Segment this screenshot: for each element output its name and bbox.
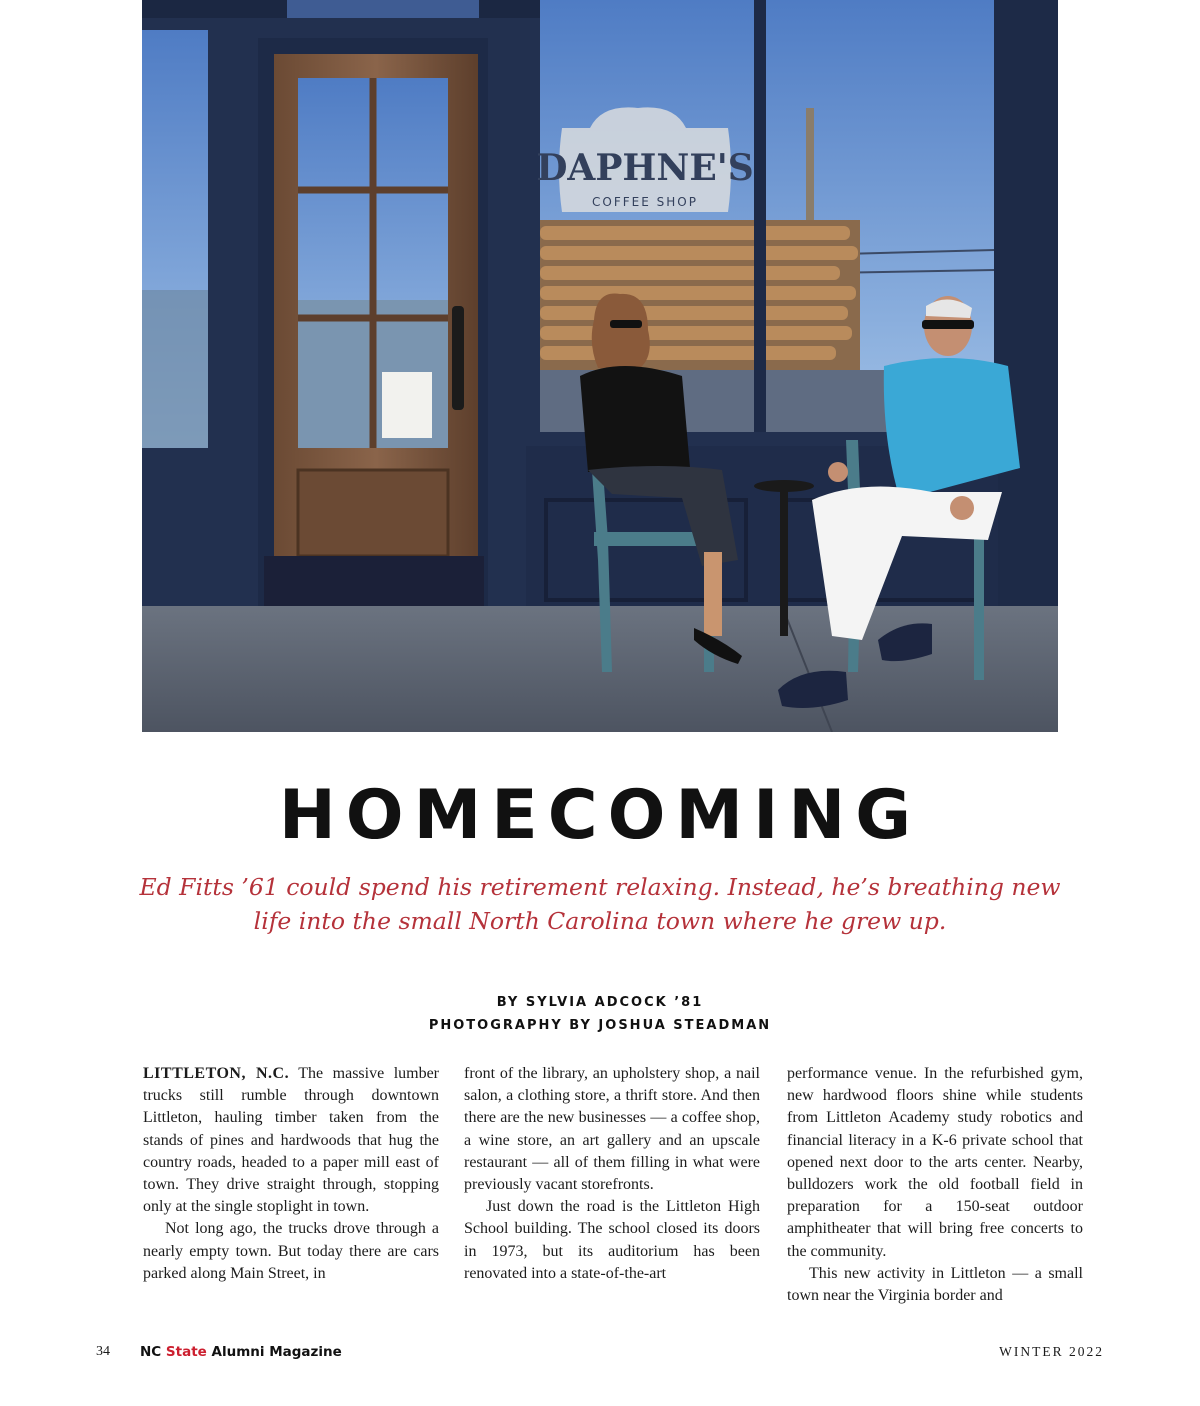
body-column-2 [464,1063,760,1285]
page-number: 34 [96,1344,110,1359]
body-paragraph: performance venue. In the refurbished gym, new hardwood floors shine while students from Littleton Academy study robotics and financial literacy in a K-6 private school that opened next door to the arts center. Nearby, bulldozers work the old football field in preparation for a 150-seat outdoor amphitheater that will bring free concerts to the community. [787,1065,1083,1260]
article-headline: HOMECOMING [278,776,922,855]
magazine-nc: NC [140,1344,162,1360]
sign-title: DAPHNE'S [536,147,754,189]
photo-credit: PHOTOGRAPHY BY JOSHUA STEADMAN [428,1018,772,1033]
body-column-3 [787,1063,1083,1307]
magazine-name [140,1344,342,1360]
body-text: The massive lumber trucks still rumble through downtown Littleton, hauling timber taken from the stands of pines and hardwoods that hug the country roads, headed to a paper mill east of town. They drive straight through, stopping only at the single stoplight in town. [143,1065,440,1216]
body-paragraph: front of the library, an upholstery shop, a nail salon, a clothing store, a thrift store. And then there are the new businesses — a coffee shop, a wine store, an art gallery and an upscale restaurant — all of them filling in what were previously vacant storefronts. [464,1065,760,1194]
magazine-state: State [165,1344,207,1360]
magazine-rest: Alumni Magazine [211,1344,342,1360]
body-paragraph: Not long ago, the trucks drove through a nearly empty town. But today there are cars parked along Main Street, in [143,1220,439,1282]
body-paragraph [143,1063,439,1218]
dateline: LITTLETON, N.C. [143,1065,290,1082]
body-paragraph: This new activity in Littleton — a small town near the Virginia border and [787,1264,1083,1305]
issue-date: WINTER 2022 [999,1344,1104,1359]
article-dek: Ed Fitts ’61 could spend his retirement relaxing. Instead, he’s breathing new life into the small North Carolina town where he grew up. [139,873,1061,935]
hero-photo [142,0,1058,732]
storefront-illustration [142,0,1058,732]
body-column-1 [143,1063,439,1285]
body-paragraph: Just down the road is the Littleton High School building. The school closed its doors in 1973, but its auditorium has been renovated into a state-of-the-art [464,1198,760,1282]
sign-subtitle: COFFEE SHOP [592,195,698,209]
author-byline: BY SYLVIA ADCOCK ’81 [496,995,704,1010]
